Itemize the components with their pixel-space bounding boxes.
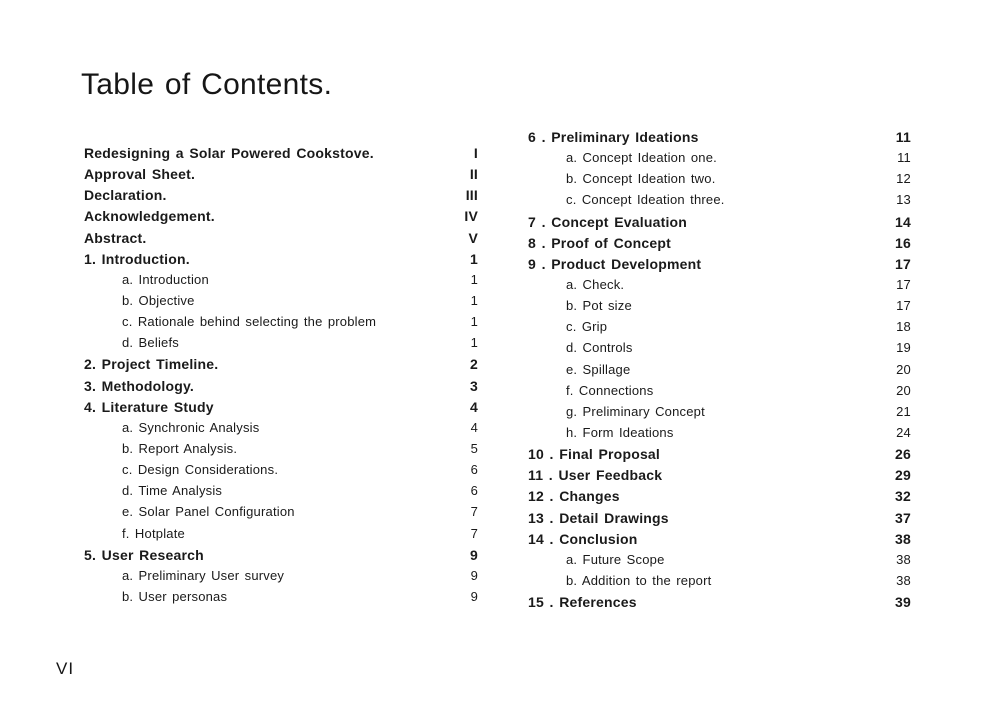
toc-entry-page: 14 <box>895 213 911 230</box>
toc-entry-page: 6 <box>470 462 478 478</box>
toc-entry <box>528 594 911 615</box>
toc-entry-page: 17 <box>896 298 911 314</box>
toc-entry-page: IV <box>464 208 478 225</box>
toc-entry <box>528 425 911 446</box>
toc-entry <box>84 187 478 208</box>
toc-entry-label: a. Synchronic Analysis <box>122 419 260 435</box>
toc-entry-page: 12 <box>896 171 911 187</box>
toc-entry <box>84 504 478 525</box>
toc-entry-page: 37 <box>895 509 911 526</box>
toc-entry-label: a. Preliminary User survey <box>122 567 285 583</box>
toc-entry <box>84 356 478 377</box>
toc-entry-page: 26 <box>895 446 911 463</box>
toc-entry <box>528 510 911 531</box>
toc-entry-page: 29 <box>895 467 911 484</box>
toc-entry-label: c. Rationale behind selecting the problem <box>122 314 377 330</box>
toc-entry-page: 1 <box>470 314 478 330</box>
toc-entry-page: V <box>468 229 478 246</box>
toc-entry <box>528 446 911 467</box>
toc-entry <box>84 208 478 229</box>
toc-entry <box>528 319 911 340</box>
toc-entry-page: III <box>465 187 478 204</box>
toc-entry-label: Declaration. <box>84 187 167 204</box>
toc-entry-label: Redesigning a Solar Powered Cookstove. <box>84 145 374 161</box>
toc-entry-label: 7 . Concept Evaluation <box>528 213 688 230</box>
toc-entry-page: 39 <box>895 594 911 611</box>
toc-entry <box>528 256 911 277</box>
toc-entry-label: f. Connections <box>566 382 654 398</box>
toc-entry-page: II <box>469 166 478 183</box>
toc-entry <box>84 314 478 335</box>
toc-entry-label: c. Concept Ideation three. <box>566 192 725 208</box>
toc-entry-label: Abstract. <box>84 229 147 246</box>
toc-entry <box>528 235 911 256</box>
toc-entry <box>84 166 478 187</box>
toc-entry-page: I <box>473 145 478 161</box>
toc-entry <box>528 214 911 235</box>
toc-entry <box>84 335 478 356</box>
toc-entry <box>84 378 478 399</box>
toc-entry <box>84 441 478 462</box>
toc-entry-label: 13 . Detail Drawings <box>528 509 669 526</box>
toc-entry <box>84 145 478 166</box>
toc-entry <box>528 171 911 192</box>
toc-entry-label: 14 . Conclusion <box>528 530 638 547</box>
toc-entry-label: b. Objective <box>122 292 195 308</box>
toc-entry-page: 21 <box>896 403 911 419</box>
toc-entry-label: b. Concept Ideation two. <box>566 171 716 187</box>
toc-entry-page: 9 <box>470 588 478 604</box>
toc-entry-label: 9 . Product Development <box>528 255 702 272</box>
toc-entry-page: 9 <box>470 567 478 583</box>
toc-entry-label: 1. Introduction. <box>84 250 190 267</box>
footer-page-number: VI <box>56 659 75 678</box>
toc-entry-page: 17 <box>896 276 911 292</box>
toc-entry-page: 4 <box>470 398 478 415</box>
toc-entry <box>84 589 478 610</box>
toc-entry <box>84 399 478 420</box>
toc-entry-label: 6 . Preliminary Ideations <box>528 129 699 145</box>
toc-entry-page: 1 <box>470 292 478 308</box>
toc-entry-page: 11 <box>895 129 911 145</box>
toc-entry-label: a. Check. <box>566 276 625 292</box>
toc-entry-label: g. Preliminary Concept <box>566 403 705 419</box>
toc-entry <box>528 488 911 509</box>
toc-entry-label: a. Future Scope <box>566 551 665 567</box>
toc-entry <box>528 340 911 361</box>
toc-entry-page: 38 <box>896 572 911 588</box>
toc-entry <box>528 552 911 573</box>
toc-entry-page: 20 <box>896 382 911 398</box>
toc-entry-page: 24 <box>896 424 911 440</box>
toc-entry-page: 6 <box>470 483 478 499</box>
toc-entry-label: 12 . Changes <box>528 488 620 505</box>
toc-entry-label: 4. Literature Study <box>84 398 214 415</box>
toc-entry-label: b. Report Analysis. <box>122 440 238 456</box>
toc-entry-label: 3. Methodology. <box>84 377 195 394</box>
toc-entry-page: 18 <box>896 319 911 335</box>
toc-entry-page: 19 <box>896 340 911 356</box>
toc-entry <box>84 230 478 251</box>
toc-entry <box>528 277 911 298</box>
toc-entry-label: c. Design Considerations. <box>122 462 279 478</box>
toc-entry-label: 10 . Final Proposal <box>528 446 661 463</box>
toc-entry-label: b. User personas <box>122 588 228 604</box>
toc-entry <box>528 150 911 171</box>
toc-entry-page: 11 <box>897 150 911 166</box>
toc-entry-page: 5 <box>470 440 478 456</box>
toc-entry-page: 9 <box>470 546 478 563</box>
toc-entry-page: 1 <box>470 335 478 351</box>
toc-entry <box>528 404 911 425</box>
toc-entry-page: 38 <box>896 551 911 567</box>
toc-entry-label: Acknowledgement. <box>84 208 215 225</box>
toc-entry <box>528 573 911 594</box>
toc-entry-label: a. Introduction <box>122 271 209 287</box>
toc-entry-label: 15 . References <box>528 594 637 611</box>
toc-entry-page: 32 <box>895 488 911 505</box>
toc-entry <box>528 531 911 552</box>
toc-entry <box>84 462 478 483</box>
toc-entry <box>528 192 911 213</box>
toc-entry-page: 13 <box>896 192 911 208</box>
toc-entry-label: 8 . Proof of Concept <box>528 234 671 251</box>
toc-entry-label: e. Solar Panel Configuration <box>122 504 295 520</box>
toc-entry-page: 3 <box>470 377 478 394</box>
toc-entry-page: 7 <box>470 525 478 541</box>
toc-entry-label: 11 . User Feedback <box>528 467 663 484</box>
toc-entry-label: Approval Sheet. <box>84 166 196 183</box>
toc-entry <box>84 272 478 293</box>
toc-entry-label: e. Spillage <box>566 361 631 377</box>
toc-entry <box>84 547 478 568</box>
toc-entry <box>84 420 478 441</box>
toc-entry <box>84 526 478 547</box>
toc-column-right <box>528 129 911 615</box>
toc-entry <box>528 129 911 150</box>
page-title: Table of Contents. <box>81 68 333 101</box>
toc-entry-page: 1 <box>470 271 478 287</box>
toc-entry <box>528 383 911 404</box>
toc-column-left <box>84 145 478 610</box>
toc-entry-label: 2. Project Timeline. <box>84 356 219 373</box>
toc-entry-page: 38 <box>895 530 911 547</box>
toc-entry-label: a. Concept Ideation one. <box>566 150 717 166</box>
toc-entry-page: 4 <box>470 419 478 435</box>
toc-entry <box>528 467 911 488</box>
toc-entry-label: c. Grip <box>566 319 608 335</box>
toc-entry <box>84 293 478 314</box>
toc-entry-label: h. Form Ideations <box>566 424 674 440</box>
toc-entry-label: b. Addition to the report <box>566 572 712 588</box>
toc-entry <box>84 251 478 272</box>
toc-entry-page: 7 <box>470 504 478 520</box>
toc-entry-page: 16 <box>895 234 911 251</box>
toc-entry-page: 20 <box>896 361 911 377</box>
toc-entry-label: b. Pot size <box>566 298 632 314</box>
toc-entry <box>528 362 911 383</box>
toc-entry-label: 5. User Research <box>84 546 204 563</box>
toc-entry-page: 2 <box>470 356 478 373</box>
toc-entry-label: d. Time Analysis <box>122 483 223 499</box>
toc-entry-label: d. Controls <box>566 340 633 356</box>
toc-entry <box>84 568 478 589</box>
toc-entry-label: f. Hotplate <box>122 525 185 541</box>
toc-entry-page: 1 <box>470 250 478 267</box>
toc-entry <box>528 298 911 319</box>
toc-entry-page: 17 <box>895 255 911 272</box>
toc-entry <box>84 483 478 504</box>
toc-entry-label: d. Beliefs <box>122 335 179 351</box>
